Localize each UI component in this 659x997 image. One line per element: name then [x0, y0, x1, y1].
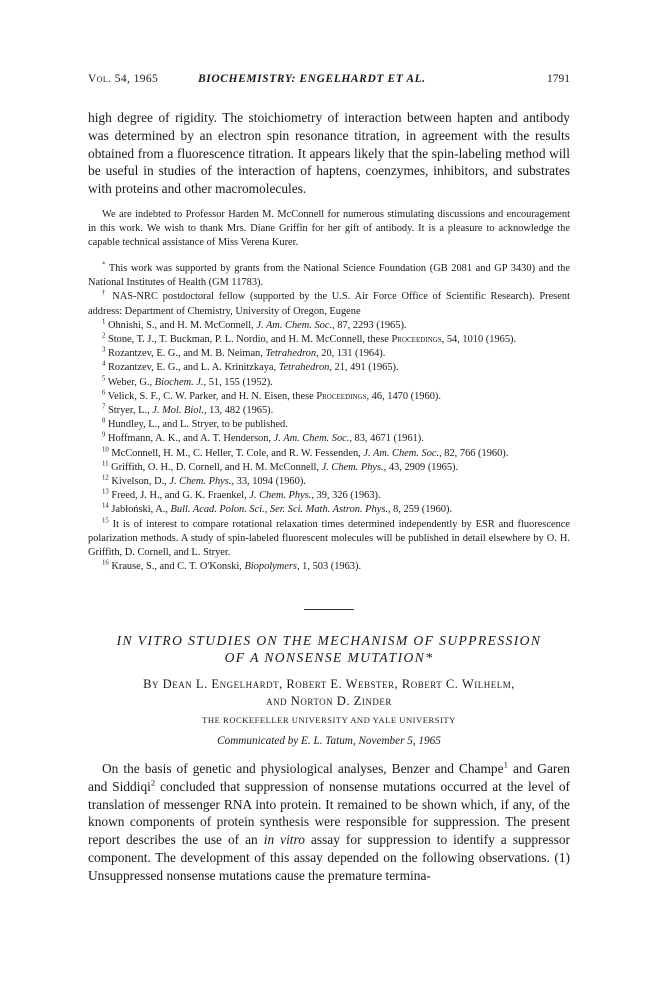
citation-1: 1 [503, 759, 508, 770]
author-list [88, 676, 570, 710]
communicated-by: Communicated by E. L. Tatum, November 5, 1965 [217, 735, 441, 747]
running-title: BIOCHEMISTRY: ENGELHARDT ET AL. [198, 73, 426, 85]
reference-5: $^5$ Weber, G., Biochem. J., 51, 155 (1952). [102, 375, 273, 388]
reference-3: $^3$ Rozantzev, E. G., and M. B. Neiman, Tetrahedron, 20, 131 (1964). [102, 346, 386, 360]
authors-line-2: and Norton D. Zinder [266, 694, 392, 708]
reference-4: $^4$ Rozantzev, E. G., and L. A. Krinitzkaya, Tetrahedron, 21, 491 (1965). [102, 360, 399, 374]
reference-12: $^{12}$ Kivelson, D., J. Chem. Phys., 33, 1094 (1960). [102, 474, 306, 488]
section-divider [304, 609, 354, 610]
authors-line-1: By Dean L. Engelhardt, Robert E. Webster, Robert C. Wilhelm, [143, 677, 515, 691]
page-number: 1791 [547, 73, 570, 85]
reference-10: $^{10}$ McConnell, H. M., C. Heller, T. Cole, and R. W. Fessenden, J. Am. Chem. Soc., 82, 766 (1960). [102, 446, 509, 459]
reference-13: $^{13}$ Freed, J. H., and G. K. Fraenkel, J. Chem. Phys., 39, 326 (1963). [102, 488, 381, 502]
volume-label: Vol. 54, 1965 [88, 73, 159, 85]
footnote-star: * This work was supported by grants from the National Science Foundation (GB 2081 and GP 3430) and the National Institutes of Health (GM 11783). [88, 261, 570, 289]
reference-2: $^2$ Stone, T. J., T. Buckman, P. L. Nordio, and H. M. McConnell, these Proceedings, 54, 1010 (1965). [102, 332, 517, 346]
reference-9: $^9$ Hoffmann, A. K., and A. T. Henderson, J. Am. Chem. Soc., 83, 4671 (1961). [102, 431, 424, 445]
footnote-dagger: † NAS-NRC postdoctoral fellow (supported by the U.S. Air Force Office of Scientific Research). Present address: Department of Chemistry, University of Oregon, Eugene [88, 289, 570, 317]
closing-paragraph: high degree of rigidity. The stoichiometry of interaction between hapten and antibody was determined by an electron spin resonance titration, in agreement with the results obtained from a fluorescence titration. It appears likely that the spin-labeling method will be useful in studies of the interaction of haptens, coenzymes, inhibitors, and substrates with proteins and other macromolecules. [88, 110, 570, 197]
opening-paragraph: On the basis of genetic and physiological analyses, Benzer and Champe$^1$ and Garen and Siddiqi$^2$ concluded that suppression of nonsense mutations occurred at the level of translation of messenger RNA into protein. It remained to be shown which, if any, of the known components of protein synthesis were responsible for suppression. The present report describes the use of an in vitro assay for suppression to identify a suppressor component. The development of this assay depended on the following observations. (1) Unsuppressed nonsense mutations cause the premature termina- [88, 759, 570, 883]
reference-8: $^8$ Hundley, L., and L. Stryer, to be published. [102, 417, 288, 431]
article-title [88, 632, 570, 666]
title-line-1: IN VITRO STUDIES ON THE MECHANISM OF SUPPRESSION [116, 633, 542, 648]
affiliation: THE ROCKEFELLER UNIVERSITY AND YALE UNIVERSITY [202, 715, 456, 725]
running-header [88, 73, 570, 89]
reference-11: $^{11}$ Griffith, O. H., D. Cornell, and H. M. McConnell, J. Chem. Phys., 43, 2909 (1965). [102, 460, 459, 473]
reference-7: $^7$ Stryer, L., J. Mol. Biol., 13, 482 (1965). [102, 403, 274, 417]
reference-16: $^{16}$ Krause, S., and C. T. O'Konski, Biopolymers, 1, 503 (1963). [102, 559, 362, 573]
reference-14: $^{14}$ Jabłoński, A., Bull. Acad. Polon. Sci., Ser. Sci. Math. Astron. Phys., 8, 259 (1960). [102, 502, 453, 516]
reference-1: $^1$ Ohnishi, S., and H. M. McConnell, J. Am. Chem. Soc., 87, 2293 (1965). [102, 318, 407, 331]
acknowledgments: We are indebted to Professor Harden M. McConnell for numerous stimulating discussions and encouragement in this work. We wish to thank Mrs. Diane Griffin for her gift of antibody. It is a pleasure to acknowledge the capable technical assistance of Miss Verena Kurer. [88, 209, 570, 249]
reference-6: $^6$ Velick, S. F., C. W. Parker, and H. N. Eisen, these Proceedings, 46, 1470 (1960). [102, 389, 441, 402]
reference-15: $^{15}$ It is of interest to compare rotational relaxation times determined independently by ESR and fluorescence polarization methods. A study of spin-labeled fluorescent molecules will be published in detail elsewhere by O. H. Griffith, D. Cornell, and L. Stryer. [88, 517, 570, 559]
footnotes [88, 262, 570, 574]
title-line-2: OF A NONSENSE MUTATION* [224, 650, 434, 665]
citation-2: 2 [150, 777, 156, 788]
